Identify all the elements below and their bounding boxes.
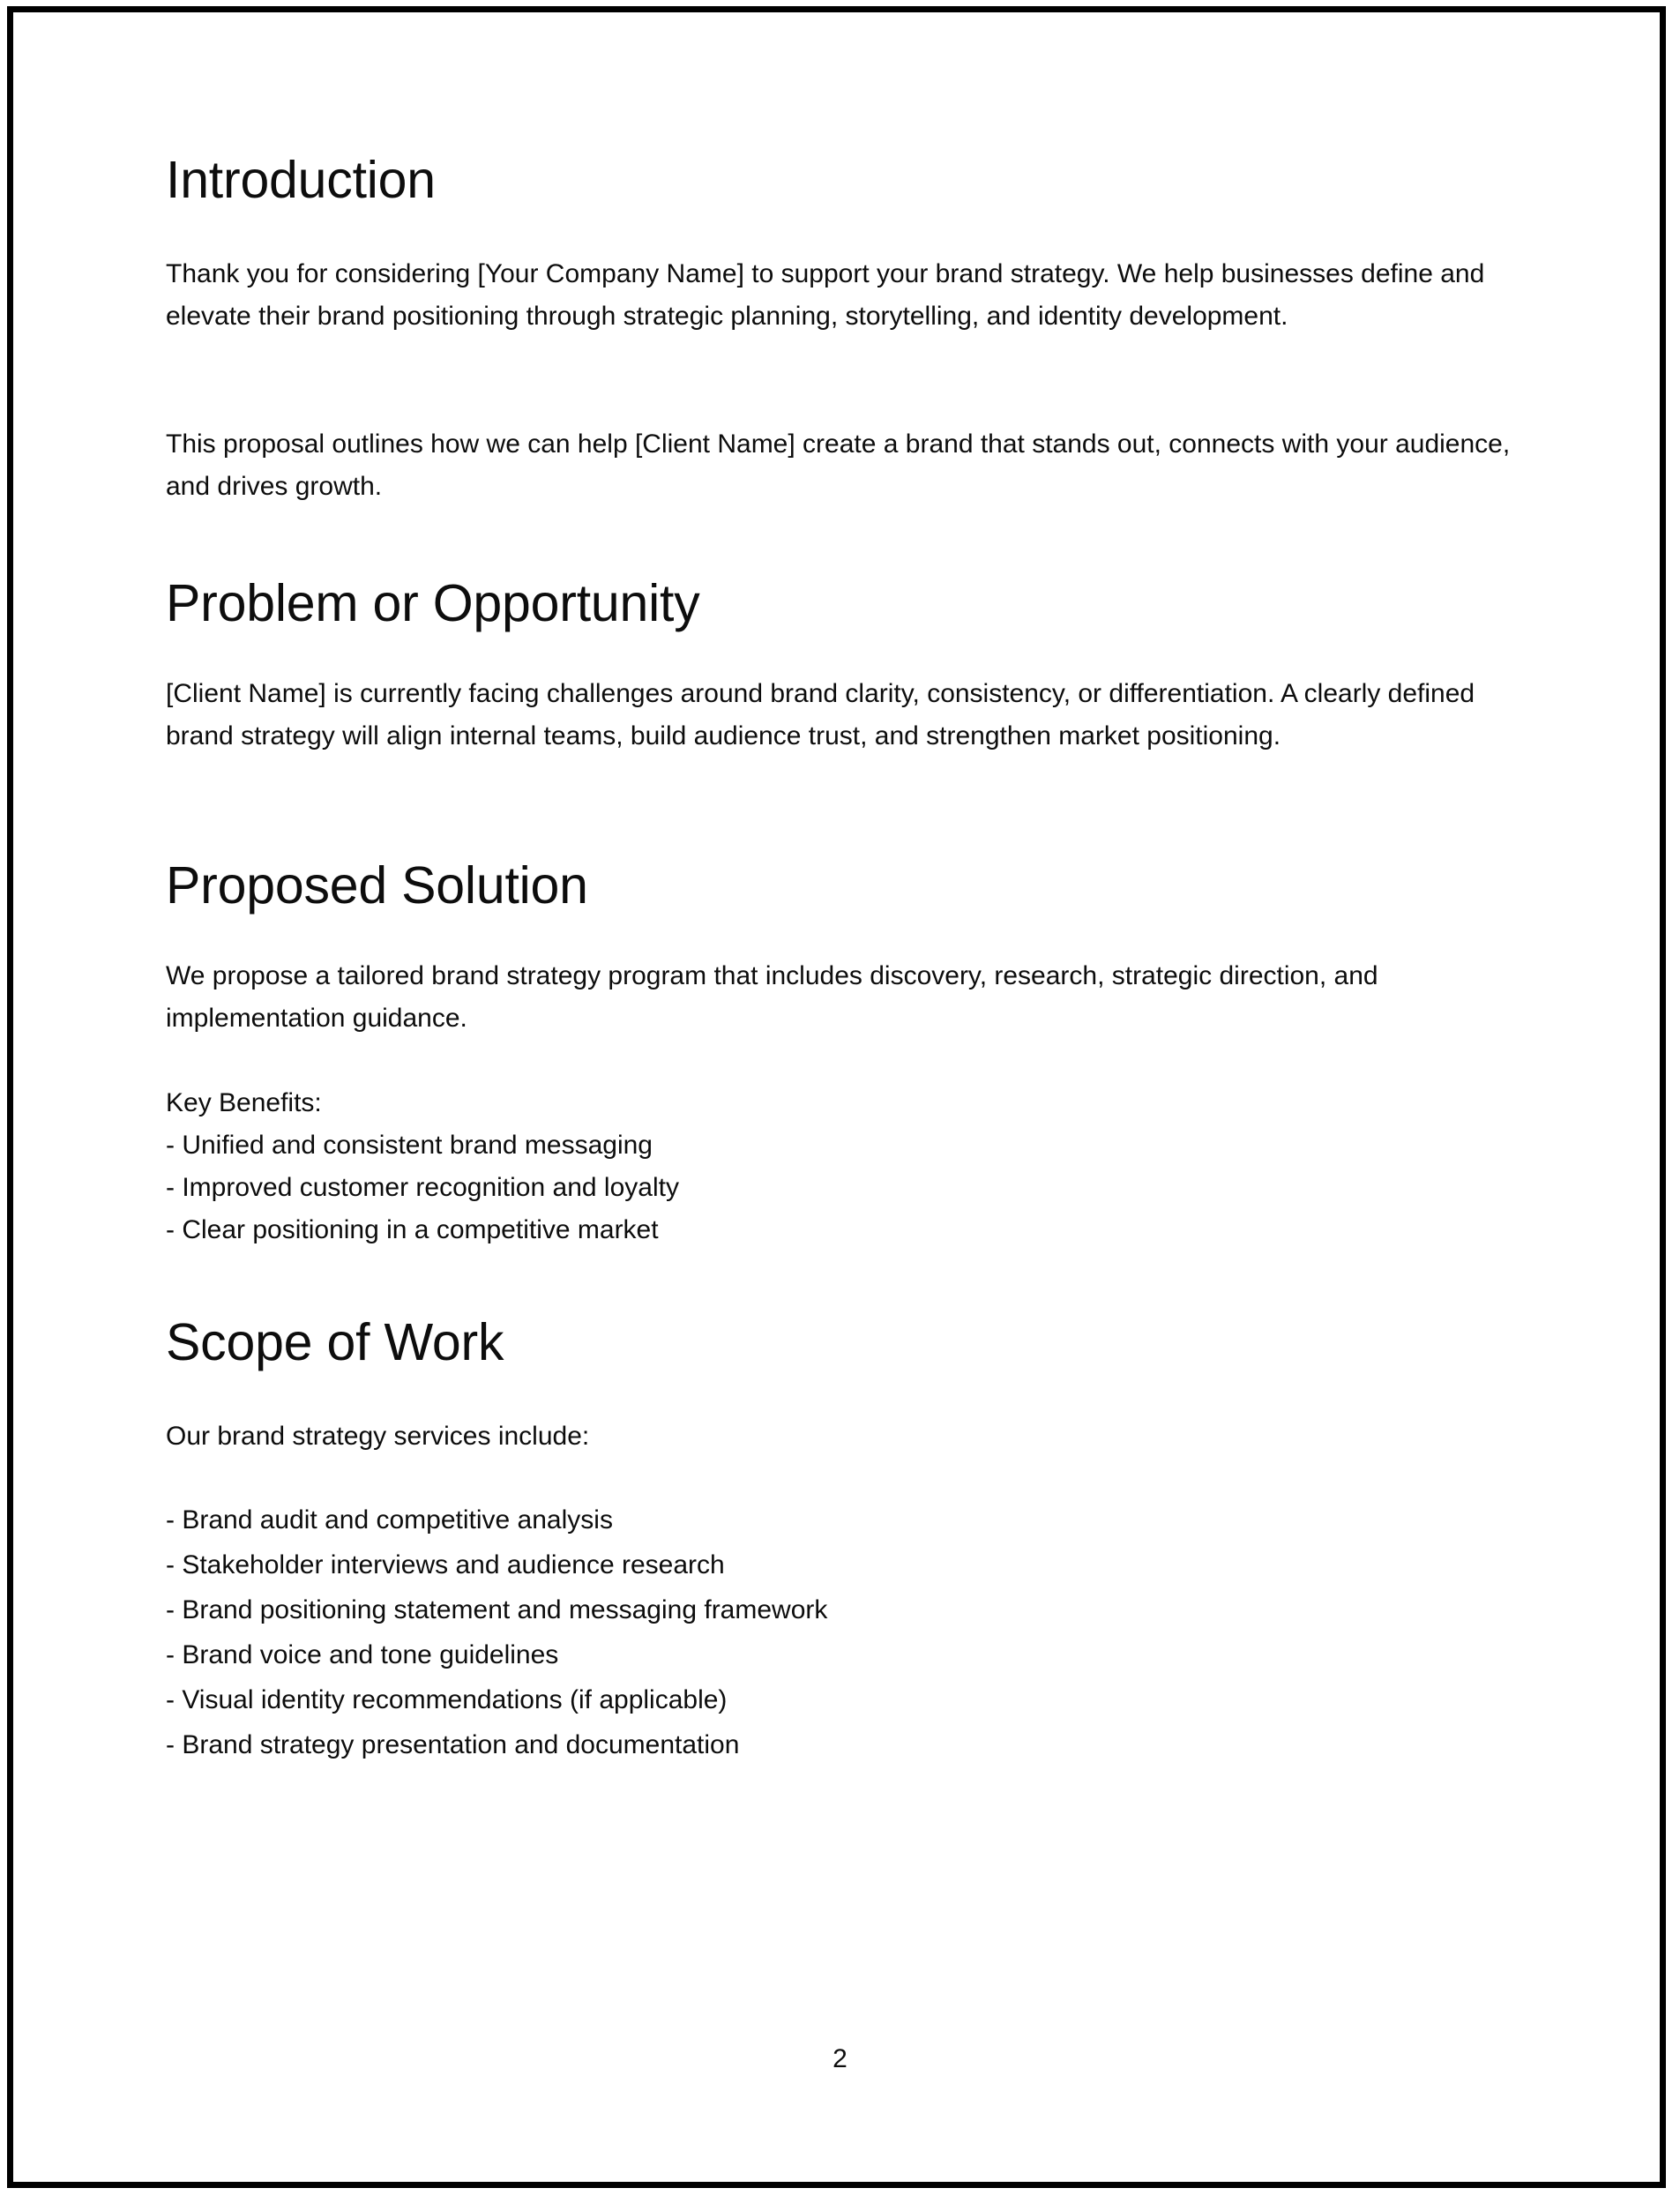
list-item: - Stakeholder interviews and audience research	[166, 1550, 725, 1579]
list-item: - Improved customer recognition and loyalty	[166, 1173, 679, 1202]
problem-paragraph-1: [Client Name] is currently facing challenges around brand clarity, consistency, or differentiation. A clearly defined brand strategy will align internal teams, build audience trust, and strengthen market positioning.	[166, 679, 1475, 751]
list-item: - Clear positioning in a competitive market	[166, 1215, 659, 1244]
page-number: 2	[833, 2044, 847, 2073]
introduction-paragraph-1: Thank you for considering [Your Company Name] to support your brand strategy. We help businesses define and elevate their brand positioning through strategic planning, storytelling, and identity development.	[166, 259, 1485, 331]
key-benefits-label: Key Benefits:	[166, 1088, 322, 1117]
heading-problem-or-opportunity: Problem or Opportunity	[166, 574, 700, 632]
list-item: - Brand strategy presentation and documentation	[166, 1730, 740, 1759]
scope-intro-line: Our brand strategy services include:	[166, 1422, 590, 1451]
introduction-paragraph-2: This proposal outlines how we can help [Client Name] create a brand that stands out, connects with your audience, and drives growth.	[166, 429, 1511, 501]
key-benefits-block	[166, 1082, 1515, 1251]
scope-of-work-list	[166, 1497, 1515, 1767]
heading-scope-of-work: Scope of Work	[166, 1313, 504, 1371]
heading-introduction: Introduction	[166, 151, 436, 209]
heading-proposed-solution: Proposed Solution	[166, 856, 588, 915]
list-item: - Brand voice and tone guidelines	[166, 1640, 559, 1669]
list-item: - Unified and consistent brand messaging	[166, 1131, 653, 1160]
list-item: - Visual identity recommendations (if applicable)	[166, 1685, 728, 1714]
solution-paragraph-1: We propose a tailored brand strategy program that includes discovery, research, strategic direction, and implementation guidance.	[166, 961, 1378, 1033]
list-item: - Brand audit and competitive analysis	[166, 1505, 613, 1535]
list-item: - Brand positioning statement and messaging framework	[166, 1595, 828, 1624]
